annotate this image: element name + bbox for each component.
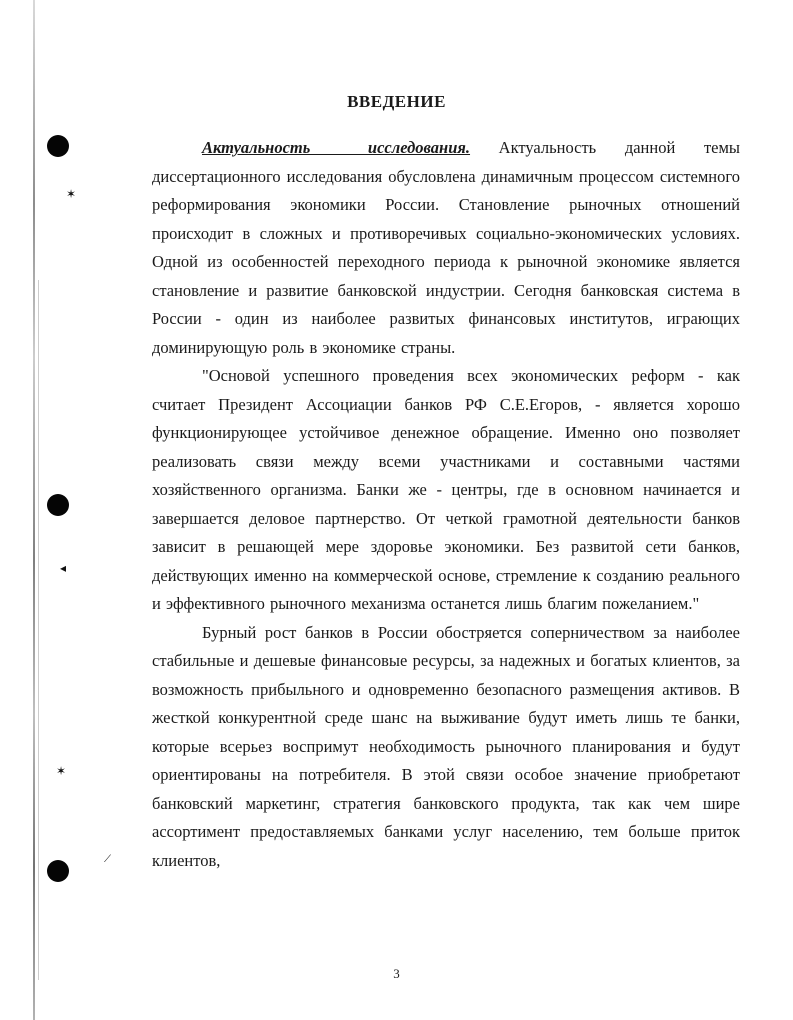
page-title: ВВЕДЕНИЕ bbox=[347, 92, 446, 111]
punch-hole-1 bbox=[47, 135, 69, 157]
scan-speck-2: ◂ bbox=[60, 561, 67, 575]
scan-speck-3: ✶ bbox=[56, 764, 67, 778]
paragraph-1-text: Актуальность данной темы диссертационного исследования обусловлена динамичным процессом системного реформирования экономики России. Становление рыночных отношений происходит в сложных и противоречивых социально-экономических условиях. Одной из особенностей переходного периода к рыночной экономике является становление и развитие банковской индустрии. Сегодня банковская система в России - один из наиболее развитых финансовых институтов, играющих доминирующую роль в экономике страны. bbox=[152, 138, 741, 357]
scan-speck-1: ✶ bbox=[66, 187, 77, 201]
scan-edge-line-secondary bbox=[38, 280, 39, 980]
scan-edge-line bbox=[33, 0, 35, 1020]
punch-hole-3 bbox=[47, 860, 69, 882]
body-text bbox=[152, 134, 740, 875]
punch-hole-2 bbox=[47, 494, 69, 516]
paragraph-3: Бурный рост банков в России обостряется соперничеством за наиболее стабильные и дешевые финансовые ресурсы, за надежных и богатых клиентов, за возможность прибыльного и одновременно безопасного размещения активов. В жесткой конкурентной среде шанс на выживание будут иметь лишь те банки, которые всерьез воспримут необходимость рыночного планирования и будут ориентированы на потребителя. В этой связи особое значение приобретают банковский маркетинг, стратегия банковского продукта, так как чем шире ассортимент предоставляемых банками услуг населению, тем больше приток клиентов, bbox=[152, 622, 740, 870]
scan-speck-4: ⟋ bbox=[104, 854, 111, 865]
paragraph-lead: Актуальность исследования. bbox=[202, 138, 471, 157]
paragraph-1 bbox=[152, 134, 740, 362]
paragraph-2: "Основой успешного проведения всех экономических реформ - как считает Президент Ассоциации банков РФ С.Е.Егоров, - является хорошо функционирующее устойчивое денежное обращение. Именно оно позволяет реализовать связи между всеми участниками и составными частями хозяйственного организма. Банки же - центры, где в основном начинается и завершается деловое партнерство. От четкой грамотной деятельности банков зависит в решающей мере здоровье экономики. Без развитой сети банков, действующих именно на коммерческой основе, стремление к созданию реального и эффективного рыночного механизма останется лишь благим пожеланием." bbox=[152, 366, 740, 613]
page-number: 3 bbox=[393, 966, 400, 981]
